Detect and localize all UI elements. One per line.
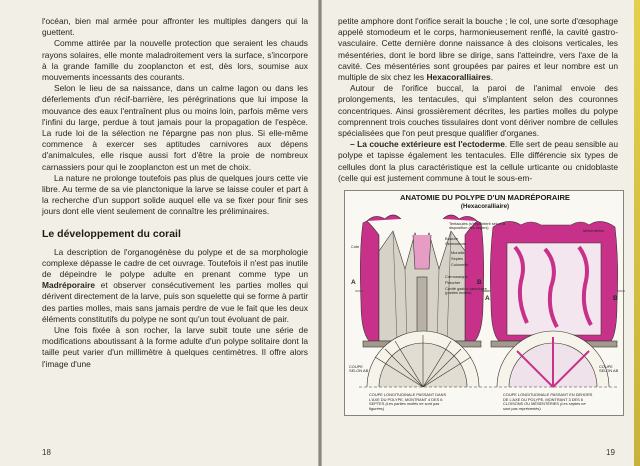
section-b-right: B — [613, 295, 618, 303]
left-paragraph-3: Selon le lieu de sa naissance, dans un calme lagon ou dans les déferlements d'un récif-barrière, les pérégrinations que lui impose la mouvance des eaux l'entraînent plus ou moins loin, parfois même vers l'infini du large, perdue à tout jamais pour la propagation de l'espèce. La rude loi de la sélection ne l'épargne pas non plus. Si elle-même commence à exercer ses aptitudes carnivores aux dépens d'animalcules, elle risque aussi fort d'être la proie de nombreux carnassiers pour qui le zooplancton est un met de choix. — [42, 83, 308, 172]
label-plancher: Plancher — [445, 280, 461, 286]
label-tentacules: Tentacules (s'implantent selon la disposition des septes) — [449, 221, 506, 231]
right-polyp-section — [490, 221, 617, 347]
caption-right-note: (Les septes ne sont pas représentés) — [503, 401, 586, 411]
coupe-right-label: COUPE SELON AB — [599, 364, 619, 374]
label-mesenteries: Mésentéries — [583, 228, 605, 234]
right-paragraph-1 — [338, 16, 618, 83]
section-a-right: A — [485, 295, 490, 303]
right-text-1: petite amphore dont l'orifice serait la bouche ; le col, une sorte d'œsophage appelé stomodeum et le corps, harmonieusement renflé, la cavité gastro-vasculaire. Cette dernière donne naissance à des cloisons verticales, les mésentéries, dont le bord libre se dirige, sans l'atteindre, vers l'axe de la cavité. Ces mésentéries sont groupées par paires et leur nombre est un multiple de six chez les — [338, 16, 618, 83]
figure-title: ANATOMIE DU POLYPE D'UN MADRÉPORAIRE — [399, 193, 570, 203]
polyp-anatomy-figure — [344, 190, 624, 416]
section-a-left: A — [351, 279, 356, 287]
caption-left-text: COUPE LONGITUDINALE PASSANT DANS L'AXE DU POLYPE, MONTRANT 4 DES 6 SEPTES — [369, 392, 447, 407]
section-b-left: B — [477, 279, 482, 287]
left-paragraph-2: Comme attirée par la nouvelle protection que seraient les chauds rayons solaires, elle monte maladroitement vers la surface, s'incorpore à la grande famille du zooplancton et est, dès lors, soumise aux mouvements incessants des courants. — [42, 38, 308, 83]
hexacoralliaires-term: Hexacoralliaires — [426, 72, 491, 83]
label-bouche: Bouche — [445, 236, 459, 242]
right-text-1-end: . — [490, 72, 494, 83]
left-page — [0, 0, 318, 466]
caption-left — [369, 393, 451, 411]
label-septes: Septes — [451, 256, 464, 262]
coupe-left-label: COUPE SELON AB — [349, 364, 369, 374]
right-text-3: . Elle sert de peau sensible au polype et tapisse également les tentacules. Elle différencie six types de cellules dont la plus caractéristique est la cellule urticante ou cnidoblaste (celle qui est justement commune à tout le sous-em- — [338, 139, 618, 183]
madreporaire-term: Madréporaire — [42, 280, 96, 291]
page-number-left: 18 — [42, 448, 51, 457]
book-edge — [634, 0, 640, 466]
caption-left-note: (Les parties molles ne sont pas figurées) — [369, 401, 440, 411]
ectoderme-heading: – La couche extérieure est l'ectoderme — [350, 139, 505, 150]
label-cavite: Cavité gastro-vasculaire (parties molles) — [445, 286, 487, 296]
left-polyp-section — [360, 215, 483, 347]
left-paragraph-6: Une fois fixée à son rocher, la larve subit toute une série de modifications aboutissant à la forme adulte d'un polype solitaire dont la taille peut varier d'un millimètre à quelques centimètres. Il offre alors l'image d'une — [42, 325, 308, 369]
figure-subtitle: (Hexacoralliaire) — [460, 203, 510, 211]
label-cote: Cote — [351, 244, 360, 250]
page-number-right: 19 — [606, 448, 615, 457]
caption-right — [503, 393, 593, 411]
caption-right-text: COUPE LONGITUDINALE PASSANT EN DEHORS DE L'AXE DU POLYPE, MONTRANT 3 DES 6 CLOISONS OU MÉSENTÉRIES — [503, 392, 593, 407]
right-page — [322, 0, 634, 466]
right-paragraph-3 — [338, 139, 618, 184]
label-coenosarque: Cœnosarque — [445, 274, 468, 280]
label-muraille: Muraille — [451, 250, 465, 256]
left-paragraph-1: l'océan, bien mal armée pour affronter les multiples dangers qui la guettent. — [42, 16, 308, 38]
dev-text-2: et observer consécutivement les parties molles qui dérivent directement de la larve, puis son squelette qui se forme à partir des parties molles, mais sans jamais perdre de vue le fait que les deux éléments constitutifs du polype ne sont qu'un tout évoluant de pair. — [42, 280, 308, 324]
label-stomodeum: Stomodeum — [445, 241, 466, 247]
left-paragraph-5 — [42, 247, 308, 325]
left-paragraph-4: La nature ne prolonge toutefois pas plus de quelques jours cette vie libre. Au terme de sa vie planctonique la larve se laisse couler et part à la recherche d'un support solide auquel elle va se fixer pour finir ses jours dont elle vient seulement de connaître les préliminaires. — [42, 172, 308, 217]
dev-text-1: La description de l'organogénèse du polype et de sa morphologie complexe dépasse le cadre de cet ouvrage. Toutefois il n'est pas inutile de dépeindre le polype adulte en prenant comme type un — [42, 246, 308, 280]
right-paragraph-2: Autour de l'orifice buccal, la paroi de l'animal envoie des prolongements, les tentacules, qui s'implantent selon des couronnes concentriques. Ainsi grossièrement décrites, les parties molles du polype comprennent trois couches tissulaires dont vont dériver nombre de cellules spécialisées que l'on peut presque qualifier d'organes. — [338, 83, 618, 139]
section-heading: Le développement du corail — [42, 227, 181, 240]
label-columelle: Columelle — [451, 262, 469, 268]
